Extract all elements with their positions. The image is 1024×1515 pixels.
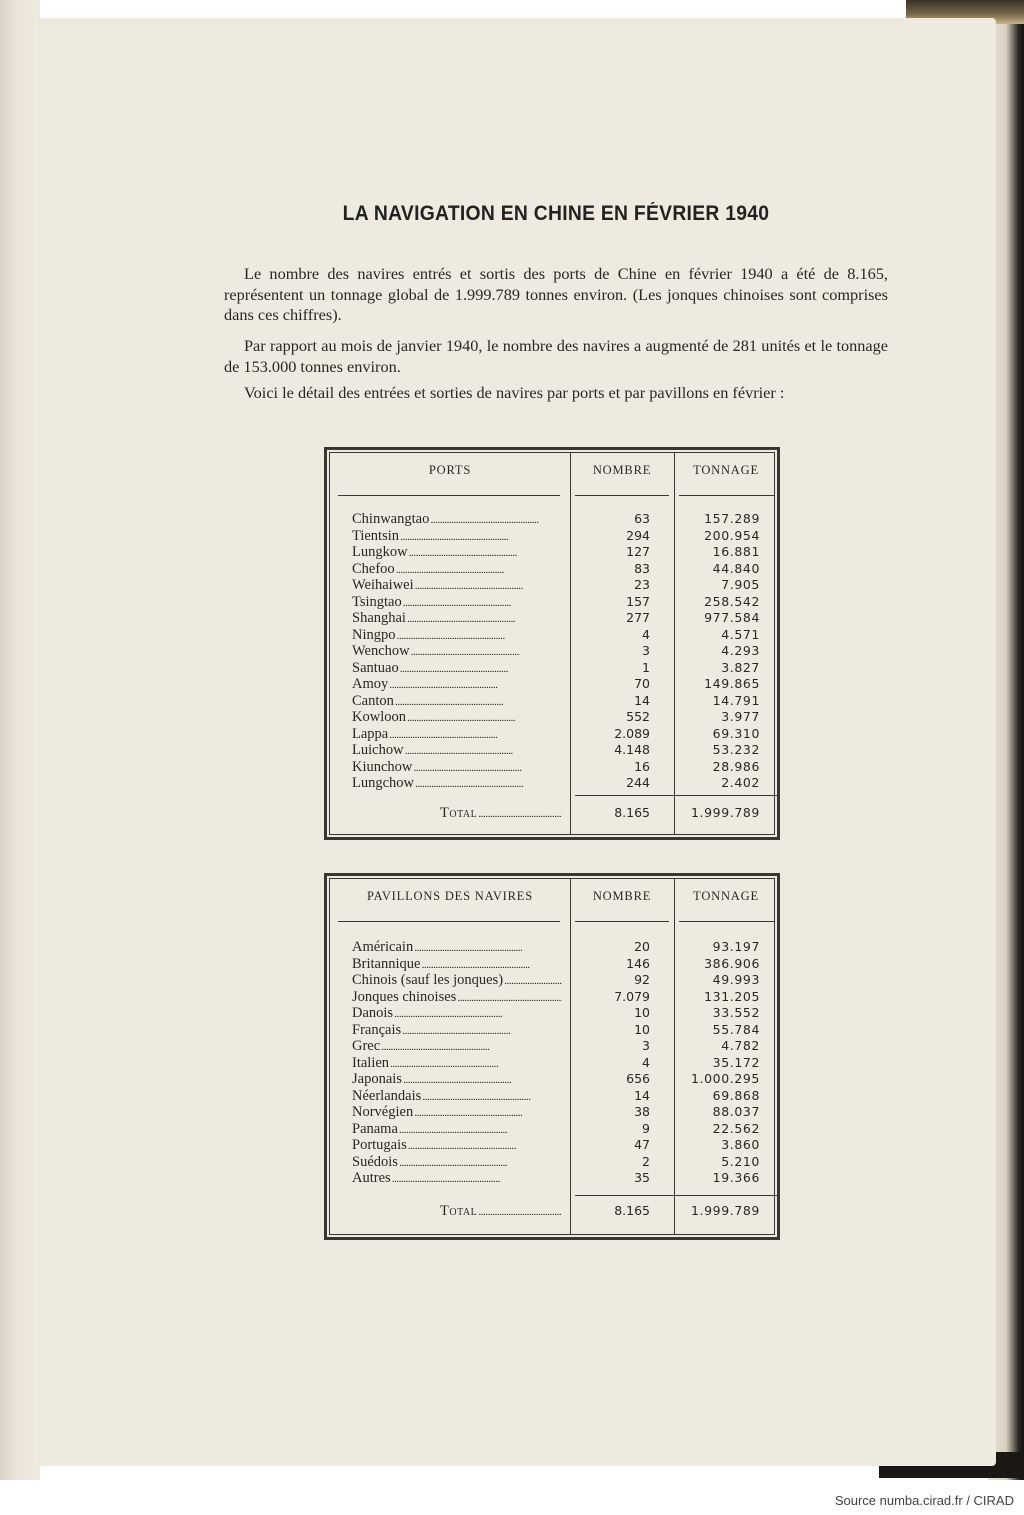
row-nombre: 3 bbox=[642, 1038, 650, 1053]
row-tonnage: 7.905 bbox=[721, 577, 760, 592]
paragraph-intro: Le nombre des navires entrés et sortis des ports de Chine en février 1940 a été de 8.165, représentent un tonnage global de 1.999.789 tonnes environ. (Les jonques chinoises sont comprises dans ces chiffres). bbox=[224, 264, 888, 324]
total-label: Total . . . bbox=[440, 805, 562, 823]
table-row bbox=[330, 676, 774, 693]
table-row bbox=[330, 1170, 774, 1187]
table-row bbox=[330, 511, 774, 528]
row-tonnage: 4.571 bbox=[721, 626, 760, 642]
row-nombre: 157 bbox=[626, 593, 650, 609]
header-tonnage: TONNAGE bbox=[693, 889, 759, 903]
table-row bbox=[330, 726, 774, 743]
row-tonnage: 93.197 bbox=[712, 939, 760, 954]
row-tonnage: 131.205 bbox=[704, 988, 760, 1004]
row-nombre: 35 bbox=[634, 1170, 650, 1185]
row-name: Amoy . . . bbox=[352, 676, 562, 694]
row-tonnage: 2.402 bbox=[721, 775, 760, 790]
row-name: Français . . . bbox=[352, 1022, 562, 1040]
row-name: Grec . . . bbox=[352, 1038, 562, 1056]
table-row bbox=[330, 1055, 774, 1072]
paragraph-comparison: Par rapport au mois de janvier 1940, le nombre des navires a augmenté de 281 unités et le tonnage de 153.000 tonnes environ. bbox=[224, 336, 888, 376]
row-nombre: 552 bbox=[626, 709, 650, 724]
row-tonnage: 16.881 bbox=[712, 544, 760, 559]
row-tonnage: 44.840 bbox=[712, 560, 760, 576]
source-credit: Source numba.cirad.fr / CIRAD bbox=[834, 1493, 1014, 1508]
row-name: Italien . . . bbox=[352, 1055, 562, 1073]
row-tonnage: 5.210 bbox=[721, 1153, 760, 1169]
row-tonnage: 386.906 bbox=[704, 955, 760, 971]
row-name: Norvégien . . . bbox=[352, 1104, 562, 1122]
table-row bbox=[330, 1137, 774, 1154]
row-nombre: 7.079 bbox=[614, 988, 650, 1004]
row-name: Tientsin . . . bbox=[352, 528, 562, 546]
row-name: Chefoo . . . bbox=[352, 561, 562, 579]
table-row bbox=[330, 709, 774, 726]
pavillons-total bbox=[330, 1203, 774, 1220]
row-nombre: 656 bbox=[626, 1071, 650, 1086]
row-nombre: 4 bbox=[642, 626, 650, 642]
table-row bbox=[330, 693, 774, 710]
row-nombre: 4.148 bbox=[614, 742, 650, 757]
header-rule bbox=[338, 495, 560, 496]
header-rule bbox=[338, 921, 560, 922]
row-nombre: 92 bbox=[634, 972, 650, 987]
table-row bbox=[330, 1005, 774, 1022]
row-tonnage: 33.552 bbox=[712, 1005, 760, 1020]
table-row bbox=[330, 972, 774, 989]
total-nombre: 8.165 bbox=[614, 1203, 650, 1218]
row-nombre: 294 bbox=[626, 527, 650, 543]
table-row bbox=[330, 1088, 774, 1105]
row-nombre: 23 bbox=[634, 577, 650, 592]
row-name: Danois . . . bbox=[352, 1005, 562, 1023]
table-row bbox=[330, 610, 774, 627]
row-tonnage: 53.232 bbox=[712, 742, 760, 757]
header-tonnage: TONNAGE bbox=[693, 463, 759, 477]
row-tonnage: 35.172 bbox=[712, 1054, 760, 1070]
row-name: Panama . . . bbox=[352, 1121, 562, 1139]
row-nombre: 277 bbox=[626, 610, 650, 625]
row-name: Lungkow . . . bbox=[352, 544, 562, 562]
row-name: Lappa . . . bbox=[352, 726, 562, 744]
row-name: Américain . . . bbox=[352, 939, 562, 957]
table-row bbox=[330, 775, 774, 792]
table-row bbox=[330, 577, 774, 594]
row-tonnage: 200.954 bbox=[704, 527, 760, 543]
row-name: Suédois . . . bbox=[352, 1154, 562, 1172]
row-name: Wenchow . . . bbox=[352, 643, 562, 661]
row-name: Autres . . . bbox=[352, 1170, 562, 1188]
table-total-row bbox=[330, 1203, 774, 1220]
row-tonnage: 3.827 bbox=[721, 659, 760, 675]
row-name: Ningpo . . . bbox=[352, 627, 562, 645]
row-name: Japonais . . . bbox=[352, 1071, 562, 1089]
row-nombre: 244 bbox=[626, 775, 650, 790]
table-row bbox=[330, 627, 774, 644]
row-name: Lungchow . . . bbox=[352, 775, 562, 793]
row-nombre: 16 bbox=[634, 758, 650, 774]
row-nombre: 47 bbox=[634, 1137, 650, 1152]
row-name: Tsingtao . . . bbox=[352, 594, 562, 612]
row-nombre: 146 bbox=[626, 955, 650, 971]
table-row bbox=[330, 594, 774, 611]
row-name: Portugais . . . bbox=[352, 1137, 562, 1155]
table-row bbox=[330, 1121, 774, 1138]
header-nombre: NOMBRE bbox=[592, 889, 652, 903]
row-name: Santuao . . . bbox=[352, 660, 562, 678]
total-tonnage: 1.999.789 bbox=[690, 1203, 760, 1218]
ports-rows bbox=[330, 511, 774, 792]
row-tonnage: 4.782 bbox=[721, 1038, 760, 1053]
row-name: Weihaiwei . . . bbox=[352, 577, 562, 595]
table-row bbox=[330, 1038, 774, 1055]
total-label: Total . . . bbox=[440, 1203, 562, 1221]
table-row bbox=[330, 742, 774, 759]
row-tonnage: 1.000.295 bbox=[690, 1071, 760, 1086]
row-name: Luichow . . . bbox=[352, 742, 562, 760]
row-nombre: 14 bbox=[634, 692, 650, 708]
row-name: Jonques chinoises . . . bbox=[352, 989, 562, 1007]
table-row bbox=[330, 1071, 774, 1088]
row-tonnage: 19.366 bbox=[712, 1170, 760, 1185]
table-row bbox=[330, 660, 774, 677]
ports-table bbox=[324, 447, 780, 840]
table-total-row bbox=[330, 805, 774, 822]
table-row bbox=[330, 759, 774, 776]
header-rule bbox=[575, 495, 669, 496]
table-row bbox=[330, 528, 774, 545]
pavillons-rows bbox=[330, 939, 774, 1187]
pavillons-table bbox=[324, 873, 780, 1240]
ports-total bbox=[330, 805, 774, 822]
table-row bbox=[330, 939, 774, 956]
table-row bbox=[330, 989, 774, 1006]
row-name: Kowloon . . . bbox=[352, 709, 562, 727]
header-rule bbox=[679, 921, 775, 922]
header-rule bbox=[575, 921, 669, 922]
header-ports: PORTS bbox=[428, 463, 472, 477]
row-nombre: 83 bbox=[634, 560, 650, 576]
row-nombre: 38 bbox=[634, 1104, 650, 1119]
table-row bbox=[330, 561, 774, 578]
header-rule bbox=[679, 495, 775, 496]
row-nombre: 3 bbox=[642, 643, 650, 658]
row-tonnage: 88.037 bbox=[712, 1104, 760, 1119]
table-row bbox=[330, 1022, 774, 1039]
header-pavillons: PAVILLONS DES NAVIRES bbox=[367, 889, 533, 903]
row-tonnage: 3.860 bbox=[721, 1137, 760, 1152]
row-tonnage: 977.584 bbox=[704, 610, 760, 625]
row-nombre: 2 bbox=[642, 1153, 650, 1169]
row-name: Néerlandais . . . bbox=[352, 1088, 562, 1106]
row-nombre: 10 bbox=[634, 1021, 650, 1037]
row-tonnage: 69.868 bbox=[712, 1087, 760, 1103]
table-row bbox=[330, 643, 774, 660]
page-title: LA NAVIGATION EN CHINE EN FÉVRIER 1940 bbox=[342, 202, 770, 225]
row-tonnage: 22.562 bbox=[712, 1120, 760, 1136]
row-nombre: 20 bbox=[634, 939, 650, 954]
row-nombre: 2.089 bbox=[614, 725, 650, 741]
row-name: Britannique . . . bbox=[352, 956, 562, 974]
row-nombre: 70 bbox=[634, 676, 650, 691]
table-row bbox=[330, 956, 774, 973]
table-row bbox=[330, 1104, 774, 1121]
row-nombre: 63 bbox=[634, 511, 650, 526]
row-name: Kiunchow . . . bbox=[352, 759, 562, 777]
row-tonnage: 3.977 bbox=[721, 709, 760, 724]
row-nombre: 4 bbox=[642, 1054, 650, 1070]
row-tonnage: 69.310 bbox=[712, 725, 760, 741]
row-tonnage: 157.289 bbox=[704, 511, 760, 526]
total-rule bbox=[575, 1195, 777, 1196]
row-nombre: 1 bbox=[642, 659, 650, 675]
row-tonnage: 14.791 bbox=[712, 692, 760, 708]
total-tonnage: 1.999.789 bbox=[690, 805, 760, 820]
total-rule bbox=[575, 795, 777, 796]
row-tonnage: 28.986 bbox=[712, 758, 760, 774]
row-tonnage: 258.542 bbox=[704, 593, 760, 609]
row-nombre: 14 bbox=[634, 1087, 650, 1103]
row-tonnage: 4.293 bbox=[721, 643, 760, 658]
row-tonnage: 149.865 bbox=[704, 676, 760, 691]
row-name: Chinois (sauf les jonques) . . . bbox=[352, 972, 562, 990]
table-row bbox=[330, 544, 774, 561]
total-nombre: 8.165 bbox=[614, 805, 650, 820]
paragraph-detail: Voici le détail des entrées et sorties de navires par ports et par pavillons en février : bbox=[244, 383, 785, 402]
row-nombre: 127 bbox=[626, 544, 650, 559]
row-name: Shanghai . . . bbox=[352, 610, 562, 628]
row-nombre: 10 bbox=[634, 1005, 650, 1020]
row-name: Canton . . . bbox=[352, 693, 562, 711]
row-tonnage: 49.993 bbox=[712, 972, 760, 987]
header-nombre: NOMBRE bbox=[592, 463, 652, 477]
row-nombre: 9 bbox=[642, 1120, 650, 1136]
table-row bbox=[330, 1154, 774, 1171]
row-tonnage: 55.784 bbox=[712, 1021, 760, 1037]
row-name: Chinwangtao . . . bbox=[352, 511, 562, 529]
